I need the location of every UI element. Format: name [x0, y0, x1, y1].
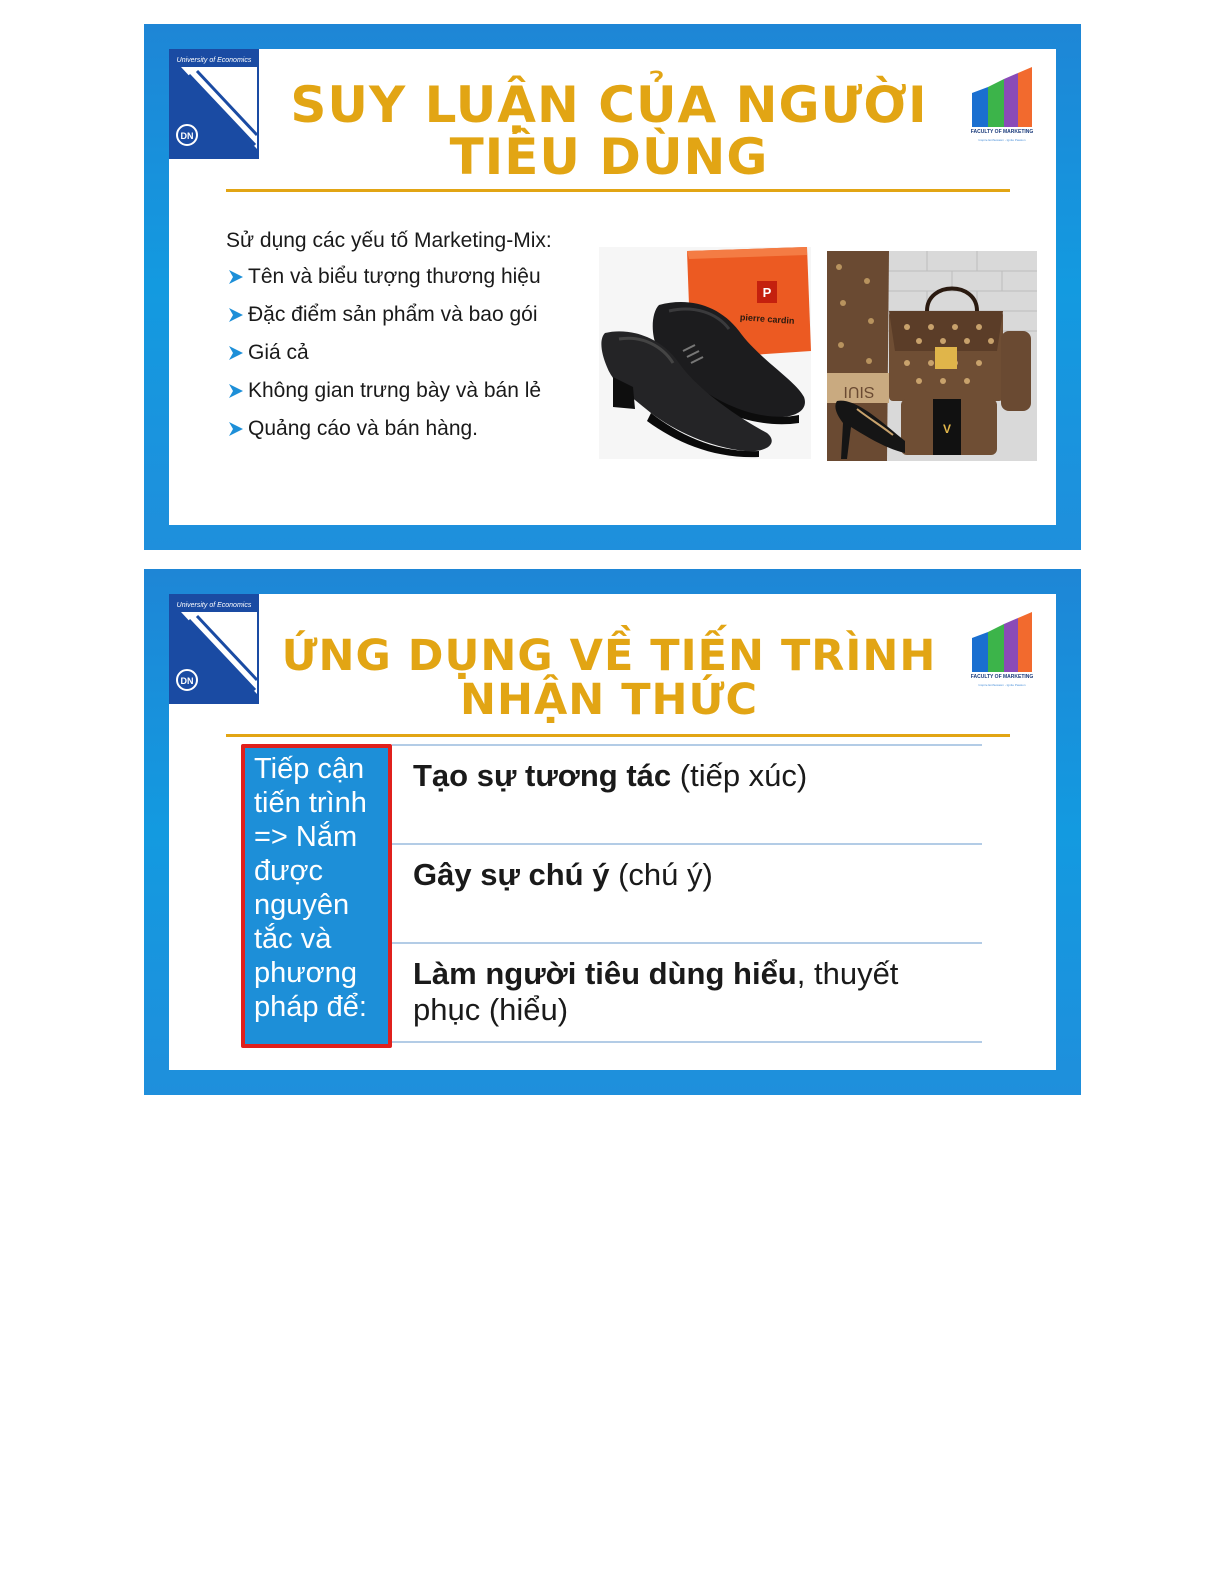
process-row-text: [413, 956, 973, 1028]
faculty-tagline: Inspire Enthusiasm - Ignite Passion: [978, 683, 1026, 687]
process-row: [392, 843, 982, 942]
row-bold-text: Làm người tiêu dùng hiểu: [413, 956, 797, 991]
university-logo: [169, 594, 259, 704]
faculty-logo: [970, 612, 1034, 694]
process-row: [392, 942, 982, 1043]
row-bold-text: Gây sự chú ý: [413, 857, 610, 892]
arrowhead-bullet-icon: [226, 381, 246, 401]
process-side-box: [241, 744, 392, 1048]
process-row: [392, 744, 982, 843]
faculty-bars-icon: [970, 612, 1034, 674]
arrowhead-bullet-icon: [226, 343, 246, 363]
monogram-bags-photo: [827, 251, 1037, 461]
svg-text:P: P: [762, 285, 772, 300]
title-line-1: ỨNG DỤNG VỀ TIẾN TRÌNH: [281, 631, 937, 681]
faculty-caption: FACULTY OF MARKETING: [970, 129, 1034, 135]
svg-text:SIUI: SIUI: [843, 383, 875, 400]
process-side-label: Tiếp cận tiến trình => Nắm được nguyên tắc và phương pháp để:: [254, 753, 367, 1023]
shoebox-brand: pierre cardin: [739, 312, 795, 326]
university-logo-mark: DN: [180, 676, 194, 686]
faculty-caption: FACULTY OF MARKETING: [970, 674, 1034, 680]
process-diagram: [241, 744, 985, 1047]
slide-title: [269, 76, 949, 186]
process-row-text: [413, 758, 973, 794]
slide-content-area: [169, 49, 1056, 525]
list-item: [226, 303, 606, 327]
process-row-text: [413, 857, 973, 893]
row-normal-text: , thuyết phục (hiểu): [413, 956, 899, 1027]
slide-consumer-inference: [144, 24, 1081, 550]
list-item-text: Tên và biểu tượng thương hiệu: [248, 265, 541, 288]
list-item: [226, 417, 606, 441]
list-heading: Sử dụng các yếu tố Marketing-Mix:: [226, 229, 552, 252]
list-item-text: Không gian trưng bày và bán lẻ: [248, 379, 542, 402]
list-item-text: Quảng cáo và bán hàng.: [248, 417, 479, 440]
row-normal-text: (tiếp xúc): [671, 758, 808, 793]
list-item-text: Đặc điểm sản phẩm và bao gói: [248, 303, 538, 326]
leather-shoes-photo: [599, 247, 811, 459]
row-normal-text: (chú ý): [609, 857, 713, 892]
title-line-2: NHẬN THỨC: [459, 675, 758, 725]
university-logo-text: University of Economics: [176, 602, 252, 609]
arrowhead-bullet-icon: [226, 267, 246, 287]
list-item: [226, 341, 606, 365]
slide-title: [269, 631, 949, 725]
title-line-2: TIÊU DÙNG: [449, 128, 769, 186]
faculty-logo: [970, 67, 1034, 149]
faculty-bars-icon: [970, 67, 1034, 129]
arrowhead-bullet-icon: [226, 419, 246, 439]
list-item-text: Giá cả: [248, 341, 309, 364]
list-item: [226, 265, 606, 289]
slide-cognitive-process: [144, 569, 1081, 1095]
university-logo: [169, 49, 259, 159]
faculty-tagline: Inspire Enthusiasm - Ignite Passion: [978, 138, 1026, 142]
title-divider: [226, 734, 1010, 737]
title-line-1: SUY LUẬN CỦA NGƯỜI: [290, 76, 928, 134]
university-logo-text: University of Economics: [176, 57, 252, 64]
title-divider: [226, 189, 1010, 192]
slide-content-area: [169, 594, 1056, 1070]
list-item: [226, 379, 606, 403]
arrowhead-bullet-icon: [226, 305, 246, 325]
marketing-mix-list: [226, 229, 606, 455]
svg-text:V: V: [942, 422, 952, 436]
row-bold-text: Tạo sự tương tác: [413, 758, 672, 793]
university-logo-mark: DN: [180, 131, 194, 141]
